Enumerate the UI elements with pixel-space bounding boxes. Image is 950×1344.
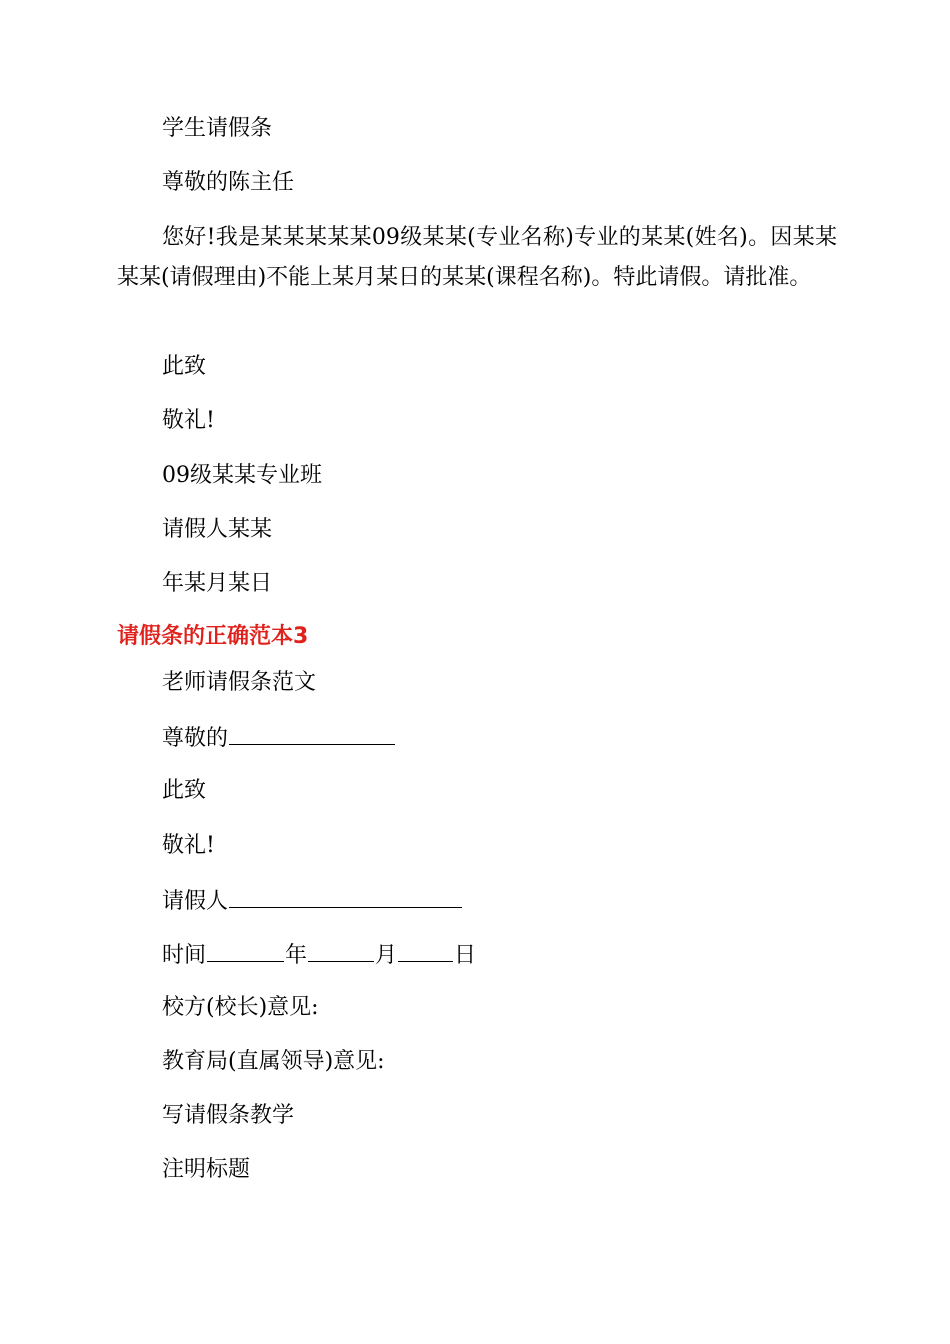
letter1-closing-2: 敬礼!	[162, 408, 215, 433]
letter1-salutation: 尊敬的陈主任	[162, 170, 295, 195]
letter2-title: 老师请假条范文	[162, 670, 317, 695]
month-blank	[308, 939, 374, 962]
year-label: 年	[285, 943, 308, 968]
letter1-signer: 请假人某某	[162, 517, 273, 542]
letter2-signer-line	[162, 885, 463, 917]
note-teaching: 写请假条教学	[162, 1103, 295, 1128]
letter2-time-line	[162, 939, 476, 971]
letter2-salutation-line	[162, 722, 396, 754]
letter2-closing-2: 敬礼!	[162, 833, 215, 858]
signer-blank	[229, 885, 462, 908]
year-blank	[207, 939, 284, 962]
letter2-signer-prefix: 请假人	[162, 889, 229, 914]
section-heading: 请假条的正确范本3	[117, 624, 309, 649]
letter2-closing-1: 此致	[162, 778, 207, 803]
note-title: 注明标题	[162, 1157, 251, 1182]
bureau-opinion: 教育局(直属领导)意见:	[162, 1049, 385, 1074]
letter1-body: 您好!我是某某某某某09级某某(专业名称)专业的某某(姓名)。因某某某某(请假理由)不能上某月某日的某某(课程名称)。特此请假。请批准。	[117, 225, 837, 290]
day-label: 日	[454, 943, 477, 968]
school-opinion: 校方(校长)意见:	[162, 995, 319, 1020]
letter2-salutation-prefix: 尊敬的	[162, 726, 229, 751]
time-label: 时间	[162, 943, 207, 968]
letter1-closing-1: 此致	[162, 354, 207, 379]
recipient-blank	[229, 722, 395, 745]
day-blank	[398, 939, 453, 962]
letter1-class: 09级某某专业班	[162, 463, 322, 488]
letter1-date: 年某月某日	[162, 571, 273, 596]
month-label: 月	[375, 943, 398, 968]
letter1-title: 学生请假条	[162, 116, 273, 141]
